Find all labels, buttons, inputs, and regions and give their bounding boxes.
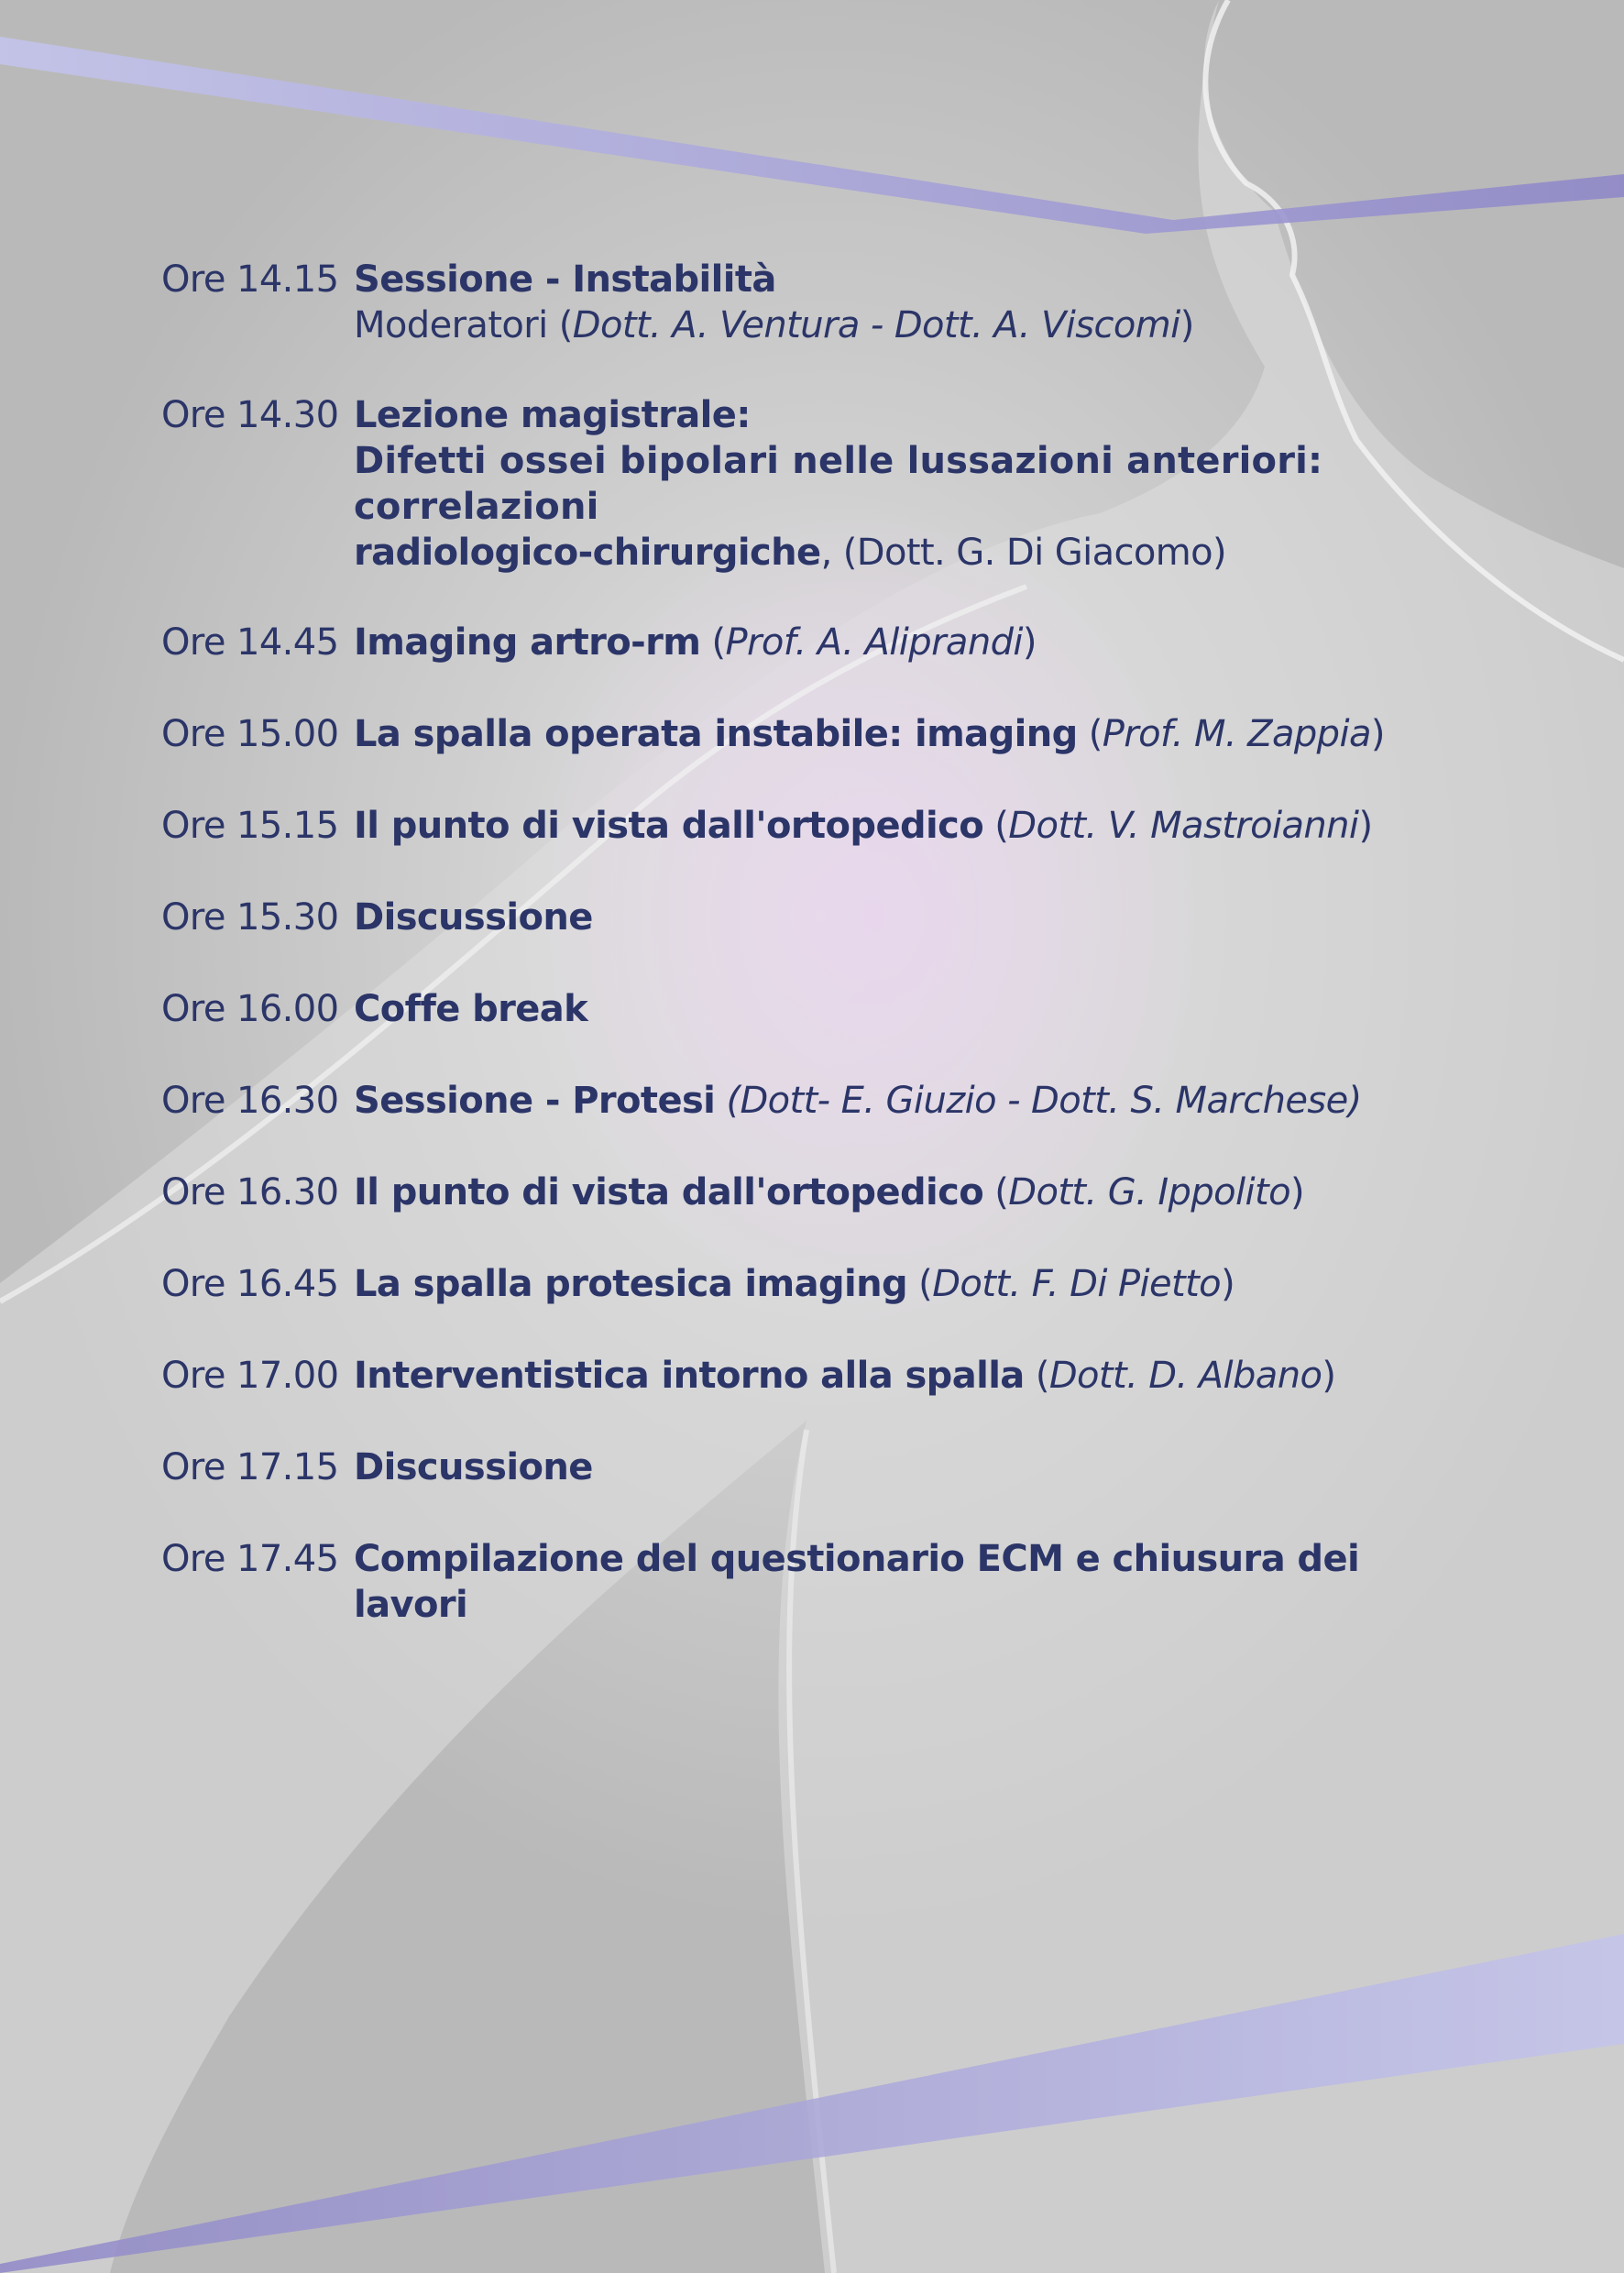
time-label: Ore 17.15 [161,1446,339,1488]
schedule-item [161,1169,1481,1215]
time-label: Ore 14.30 [161,394,339,436]
speaker-name: Prof. M. Zappia [1102,713,1371,755]
item-content [354,257,1481,348]
session-title: Sessione - Protesi [354,1080,716,1122]
schedule-item [161,1261,1481,1307]
item-content: Il punto di vista dall'ortopedico (Dott. G. Ippolito) [354,1171,1305,1213]
speaker-name: Dott. V. Mastroianni [1008,805,1359,847]
time-label: Ore 17.00 [161,1355,339,1397]
time-label: Ore 16.30 [161,1080,339,1122]
talk-title: Compilazione del questionario ECM e chiusura dei lavori [354,1538,1360,1626]
lecture-speaker: , (Dott. G. Di Giacomo) [820,532,1227,574]
schedule-item [161,803,1481,849]
schedule-item [161,1353,1481,1399]
moderators-prefix: Moderatori ( [354,304,573,346]
schedule-item [161,1078,1481,1124]
program-schedule [161,257,1481,1628]
time-label: Ore 15.15 [161,805,339,847]
ribbon-top [0,37,1624,234]
schedule-item [161,257,1481,348]
time-label: Ore 15.00 [161,713,339,755]
item-content: La spalla protesica imaging (Dott. F. Di Pietto) [354,1263,1235,1305]
lecture-subtitle-line-2 [354,530,1481,576]
time-label: Ore 16.30 [161,1171,339,1213]
item-content: La spalla operata instabile: imaging (Prof. M. Zappia) [354,713,1385,755]
session-title: Sessione - Instabilità [354,258,776,301]
speaker-name: Dott. G. Ippolito [1008,1171,1290,1213]
item-content [354,392,1481,576]
talk-title: Discussione [354,1446,593,1488]
talk-title: Discussione [354,896,593,939]
item-content: Il punto di vista dall'ortopedico (Dott. V. Mastroianni) [354,805,1373,847]
time-label: Ore 14.15 [161,258,339,301]
schedule-item [161,895,1481,940]
lecture-subtitle-line-1: Difetti ossei bipolari nelle lussazioni anteriori: correlazioni [354,440,1323,528]
talk-title: Imaging artro-rm [354,621,701,664]
schedule-item [161,711,1481,757]
talk-title: La spalla operata instabile: imaging [354,713,1078,755]
schedule-item [161,392,1481,576]
item-content [354,986,1481,1032]
item-content [354,1444,1481,1490]
time-label: Ore 16.45 [161,1263,339,1305]
time-label: Ore 17.45 [161,1538,339,1580]
time-label: Ore 14.45 [161,621,339,664]
talk-title: Coffe break [354,988,588,1030]
moderators-line [354,302,1481,348]
moderators-names: (Dott- E. Giuzio - Dott. S. Marchese) [726,1080,1362,1122]
item-content [354,1078,1481,1124]
time-label: Ore 15.30 [161,896,339,939]
item-content [354,895,1481,940]
speaker-name: Dott. D. Albano [1048,1355,1322,1397]
speaker-name: Dott. F. Di Pietto [932,1263,1222,1305]
item-content: Imaging artro-rm (Prof. A. Aliprandi) [354,621,1037,664]
lecture-title: Lezione magistrale: [354,394,751,436]
item-content: Interventistica intorno alla spalla (Dott. D. Albano) [354,1355,1336,1397]
schedule-item [161,620,1481,665]
talk-title: Il punto di vista dall'ortopedico [354,805,984,847]
lecture-subtitle-bold: radiologico-chirurgiche [354,532,821,574]
speaker-name: Prof. A. Aliprandi [725,621,1023,664]
item-content [354,1536,1481,1628]
time-label: Ore 16.00 [161,988,339,1030]
schedule-item [161,1444,1481,1490]
schedule-item [161,1536,1481,1628]
schedule-item [161,986,1481,1032]
moderators-names: Dott. A. Ventura - Dott. A. Viscomi [572,304,1180,346]
talk-title: Interventistica intorno alla spalla [354,1355,1025,1397]
talk-title: Il punto di vista dall'ortopedico [354,1171,984,1213]
moderators-suffix: ) [1180,304,1194,346]
talk-title: La spalla protesica imaging [354,1263,908,1305]
